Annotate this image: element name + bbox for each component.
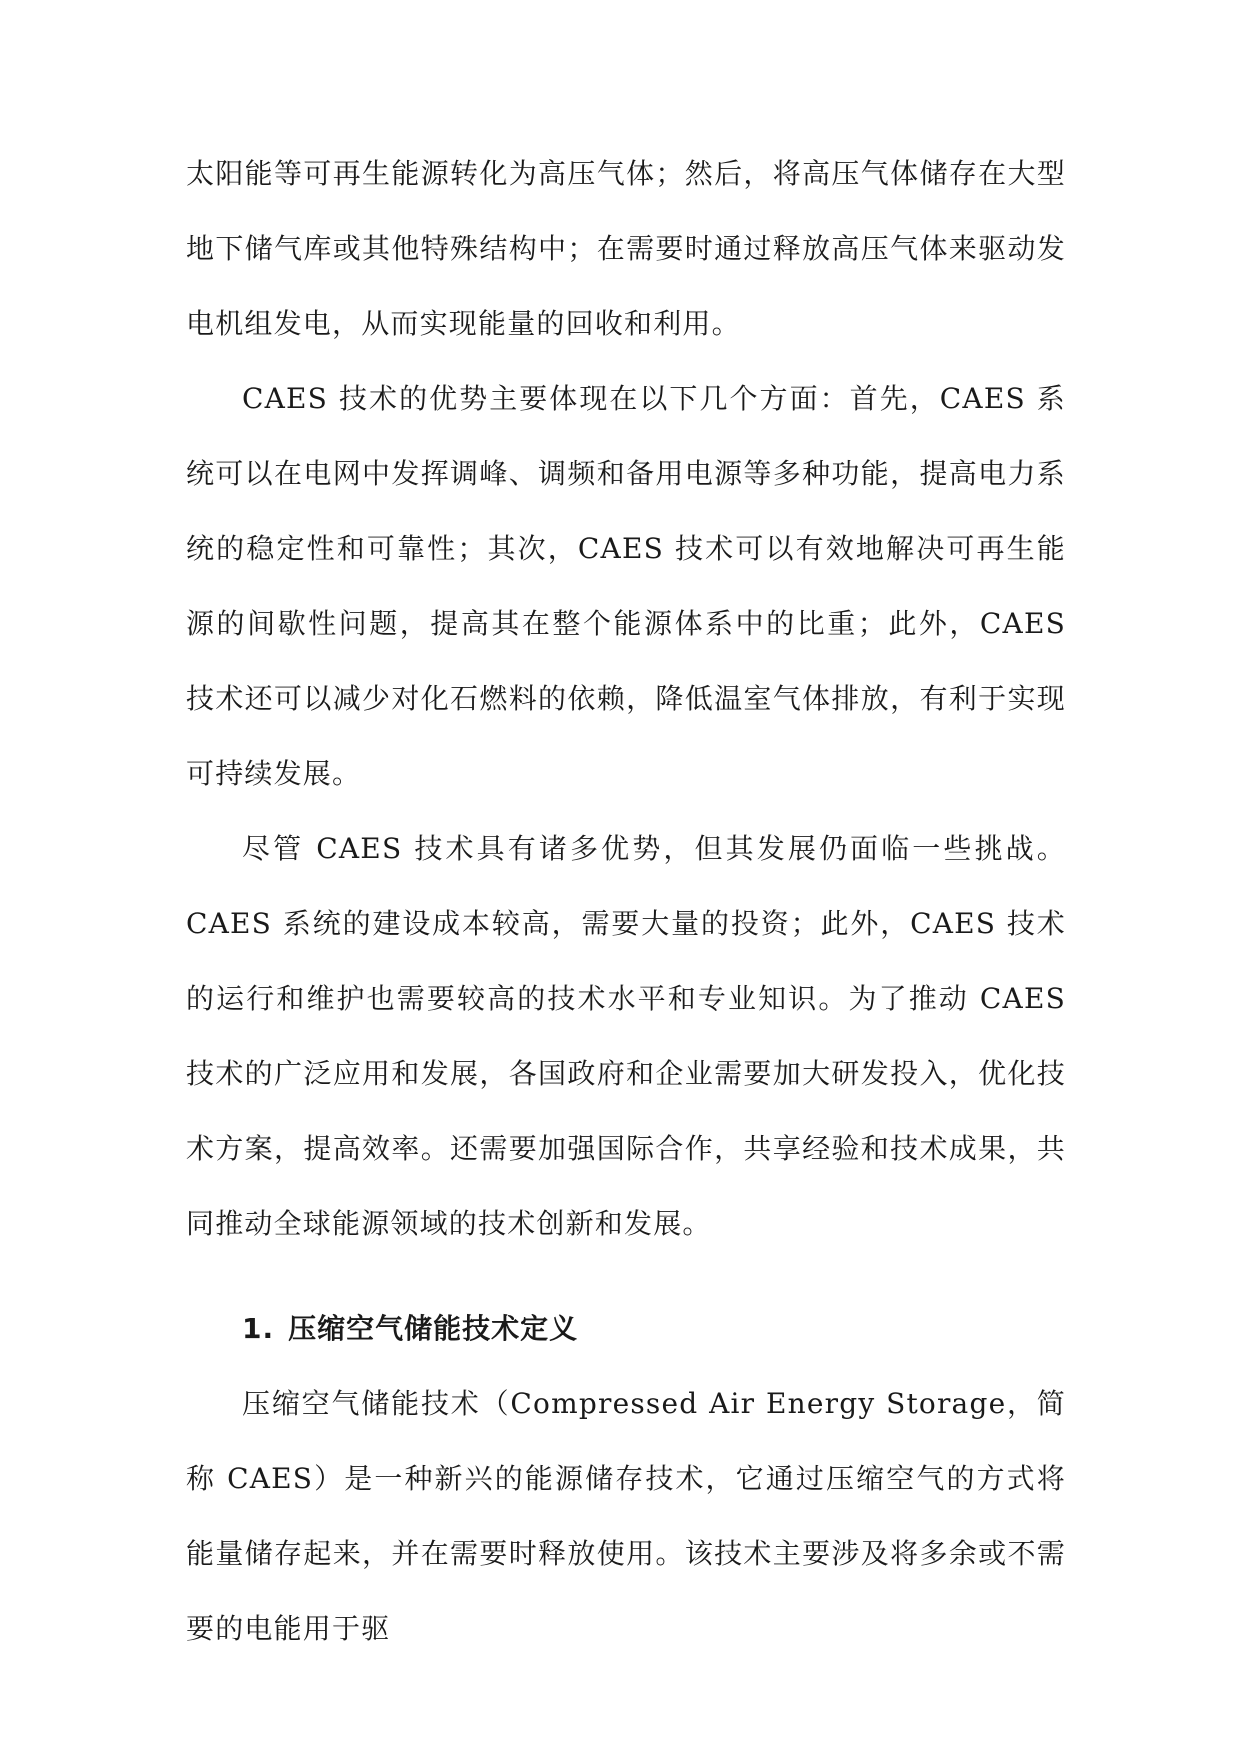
- document-body: [186, 136, 1066, 1666]
- section-number: 1.: [242, 1312, 275, 1345]
- paragraph-caes-definition: 压缩空气储能技术（Compressed Air Energy Storage，简称 CAES）是一种新兴的能源储存技术，它通过压缩空气的方式将能量储存起来，并在需要时释放使用。该技术主要涉及将多余或不需要的电能用于驱: [186, 1387, 1066, 1645]
- paragraph-caes-advantages: CAES 技术的优势主要体现在以下几个方面：首先，CAES 系统可以在电网中发挥调峰、调频和备用电源等多种功能，提高电力系统的稳定性和可靠性；其次，CAES 技术可以有效地解决可再生能源的间歇性问题，提高其在整个能源体系中的比重；此外，CAES 技术还可以减少对化石燃料的依赖，降低温室气体排放，有利于实现可持续发展。: [186, 382, 1066, 790]
- section-title: 压缩空气储能技术定义: [288, 1312, 579, 1345]
- section-heading: [186, 1291, 1066, 1366]
- paragraph-continuation: 太阳能等可再生能源转化为高压气体；然后，将高压气体储存在大型地下储气库或其他特殊结构中；在需要时通过释放高压气体来驱动发电机组发电，从而实现能量的回收和利用。: [186, 157, 1066, 340]
- paragraph-caes-challenges: 尽管 CAES 技术具有诸多优势，但其发展仍面临一些挑战。CAES 系统的建设成本较高，需要大量的投资；此外，CAES 技术的运行和维护也需要较高的技术水平和专业知识。为了推动 CAES 技术的广泛应用和发展，各国政府和企业需要加大研发投入，优化技术方案，提高效率。还需要加强国际合作，共享经验和技术成果，共同推动全球能源领域的技术创新和发展。: [186, 832, 1066, 1240]
